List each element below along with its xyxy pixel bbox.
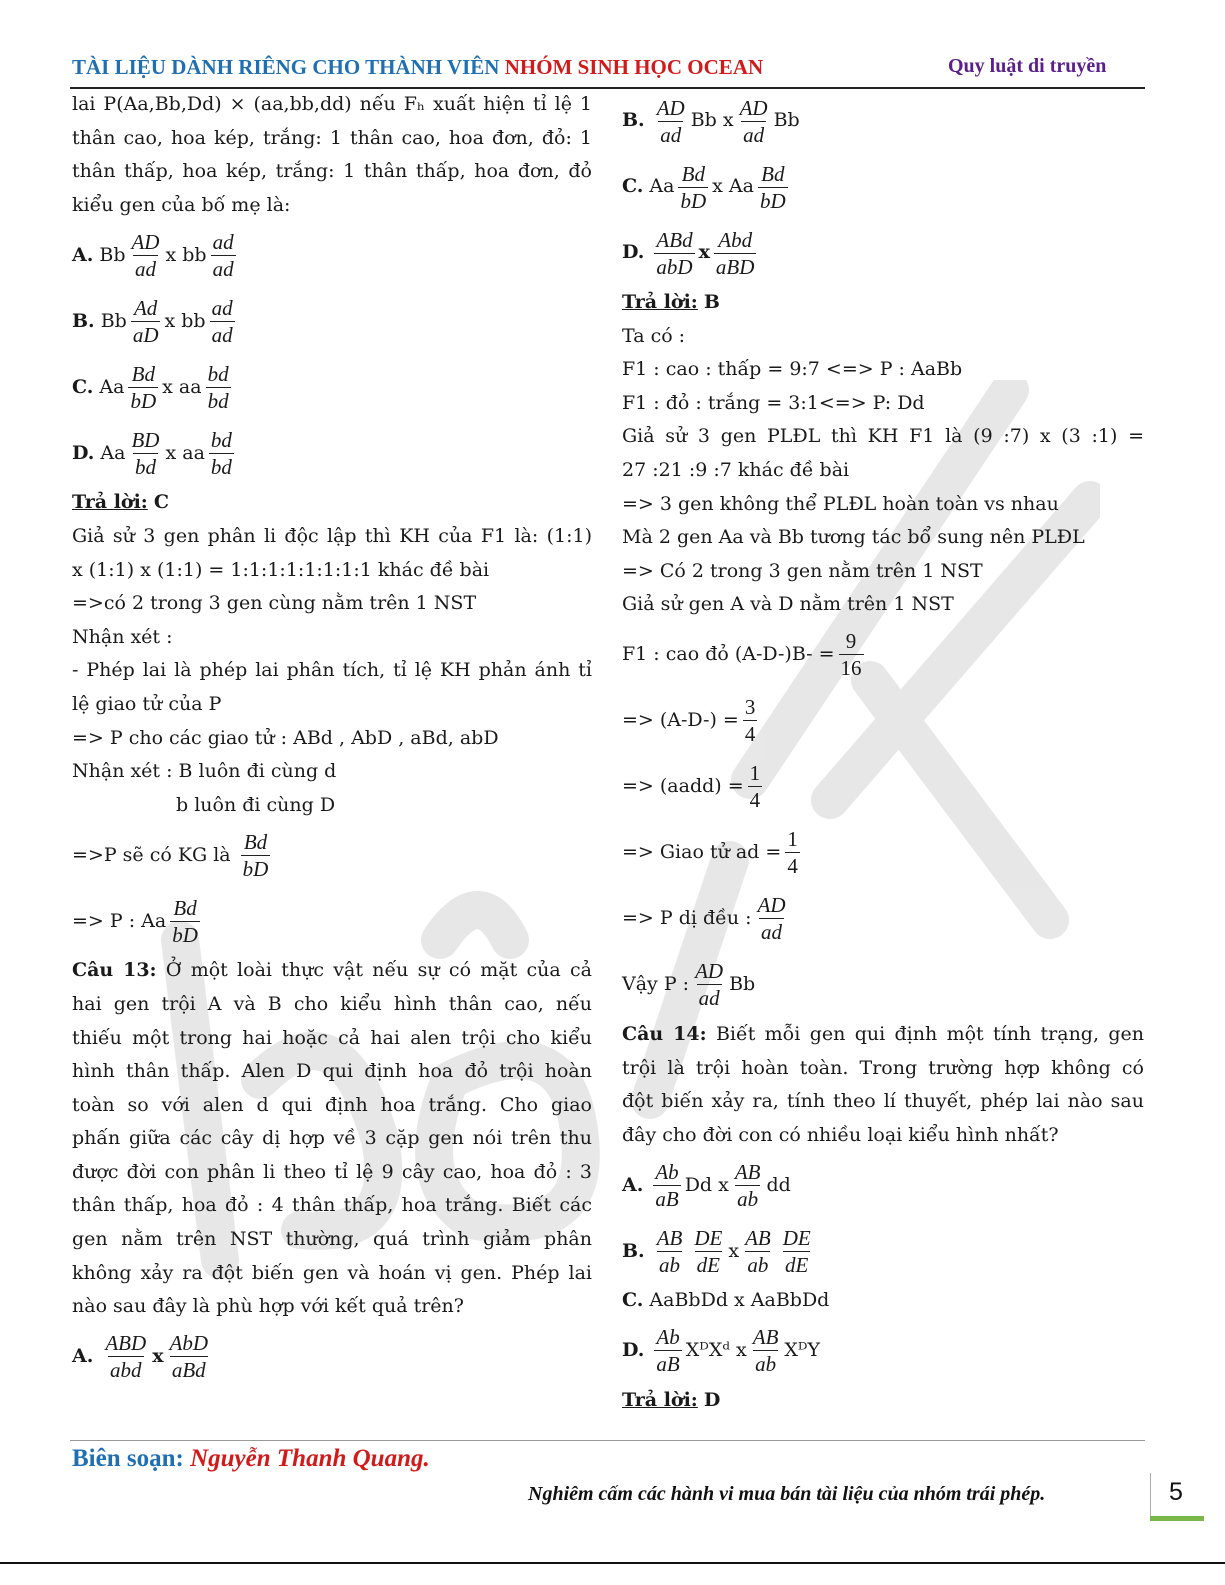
- genotype-fraction: $\frac{bd}{bd}$: [207, 361, 229, 413]
- text-line: đây cho đời con có nhiều loại kiểu hình nhất?: [622, 1123, 1059, 1146]
- question-text: Biết mỗi gen qui định một tính trạng, gen: [715, 1022, 1144, 1045]
- answer-line: [622, 286, 1144, 320]
- option-c: [72, 354, 592, 420]
- step-line: [622, 688, 1144, 754]
- q13-option-c: [622, 154, 1144, 220]
- genotype-fraction: $\frac{AB}{ab}$: [752, 1325, 779, 1377]
- header-blue-text: TÀI LIỆU DÀNH RIÊNG CHO THÀNH VIÊN: [72, 55, 500, 79]
- answer-line: [72, 486, 592, 520]
- page-number-bar: [1150, 1516, 1204, 1521]
- option-label: B.: [622, 109, 645, 132]
- genotype-fraction: $\frac{ad}{ad}$: [212, 229, 234, 281]
- text-line: b luôn đi cùng D: [176, 793, 336, 816]
- answer-value: D: [703, 1388, 721, 1411]
- text-line: => Có 2 trong 3 gen nằm trên 1 NST: [622, 559, 983, 582]
- option-text: x aa: [165, 441, 205, 464]
- option-text: Bb: [100, 309, 127, 332]
- genotype-fraction: $\frac{Ab}{aB}$: [656, 1325, 680, 1377]
- q14-option-a: [622, 1152, 1144, 1218]
- option-b: [72, 288, 592, 354]
- text-line: Giả sử 3 gen PLĐL thì KH F1 là (9 :7) x (3 :1) =: [622, 425, 1144, 448]
- text-line: F1 : đỏ : trắng = 3:1<=> P: Dd: [622, 391, 925, 414]
- kg-line: [72, 822, 592, 888]
- option-label: D.: [622, 1339, 645, 1362]
- text-line: thân cao, hoa kép, trắng: 1 thân cao, hoa đơn, đỏ: 1: [72, 126, 592, 149]
- genotype-fraction: $\frac{AD}{ad}$: [739, 95, 768, 147]
- option-text: Aa: [649, 175, 675, 198]
- answer-value: C: [153, 491, 169, 514]
- text-line: Giả sử gen A và D nằm trên 1 NST: [622, 593, 954, 616]
- option-d: [72, 420, 592, 486]
- text-line: => P dị đều :: [622, 907, 752, 930]
- text-line: F1 : cao : thấp = 9:7 <=> P : AaBb: [622, 358, 963, 381]
- ratio-fraction: $\frac{1}{4}$: [787, 827, 798, 879]
- text-line: - Phép lai là phép lai phân tích, tỉ lệ KH phản ánh tỉ: [72, 659, 592, 682]
- genotype-fraction: $\frac{DE}{dE}$: [782, 1225, 811, 1277]
- text-line: Bb: [729, 973, 756, 996]
- text-line: hai gen trội A và B cho kiểu hình thân cao, nếu: [72, 992, 592, 1015]
- q14-option-d: [622, 1318, 1144, 1384]
- text-line: kiểu gen của bố mẹ là:: [72, 193, 291, 216]
- step-line: [622, 622, 1144, 688]
- text-line: => 3 gen không thể PLĐL hoàn toàn vs nhau: [622, 492, 1059, 515]
- genotype-fraction: $\frac{AD}{ad}$: [131, 229, 160, 281]
- genotype-fraction: $\frac{AB}{ab}$: [745, 1225, 771, 1277]
- genotype-fraction: $\frac{\text{Abd}}{\text{aBD}}$: [715, 227, 755, 279]
- text-line: lệ giao tử của P: [72, 692, 222, 715]
- option-text: x bb: [164, 309, 206, 332]
- text-line: thân thấp, hoa kép, trắng: 1 thân thấp, hoa đơn, đỏ: [72, 160, 592, 183]
- option-label: A.: [72, 243, 94, 266]
- option-text: Dd x: [684, 1173, 729, 1196]
- author-name: Nguyễn Thanh Quang.: [190, 1445, 430, 1472]
- option-text: x Aa: [712, 175, 754, 198]
- genotype-fraction: $\frac{AD}{ad}$: [695, 959, 724, 1011]
- question-label: Câu 14:: [622, 1022, 707, 1045]
- text-line: Nhận xét :: [72, 625, 173, 648]
- text-line: gen nằm trên NST thường, quá trình giảm phân: [72, 1228, 592, 1251]
- option-label: D.: [72, 441, 95, 464]
- q14-option-c: [622, 1284, 1144, 1318]
- option-text: Bb: [773, 109, 800, 132]
- genotype-fraction: $\frac{Bd}{bD}$: [680, 161, 707, 213]
- text-line: => (A-D-) =: [622, 709, 739, 732]
- question-14-line: [622, 1018, 1144, 1052]
- genotype-fraction: $\frac{AD}{ad}$: [656, 95, 685, 147]
- text-line: =>có 2 trong 3 gen cùng nằm trên 1 NST: [72, 592, 477, 615]
- p-line: [72, 888, 592, 954]
- option-text: dd: [766, 1173, 791, 1196]
- option-text: Bb x: [690, 109, 734, 132]
- answer-label: Trả lời:: [72, 491, 148, 514]
- genotype-fraction: $\frac{ad}{ad}$: [211, 295, 233, 347]
- question-text: Ở một loài thực vật nếu sự có mặt của cả: [165, 959, 592, 982]
- ratio-fraction: $\frac{1}{4}$: [749, 761, 761, 813]
- genotype-fraction: $\frac{BD}{bd}$: [131, 427, 160, 479]
- step-line: [622, 886, 1144, 952]
- right-column: [622, 88, 1144, 1418]
- q13-option-d: [622, 220, 1144, 286]
- footer-divider: [70, 1440, 1145, 1441]
- author-label: Biên soạn:: [72, 1445, 184, 1472]
- question-label: Câu 13:: [72, 959, 157, 982]
- q13-option-b: [622, 88, 1144, 154]
- option-text: x bb: [165, 243, 207, 266]
- text-line: thiếu một trong hai hoặc cả hai alen trội cho kiểu: [72, 1026, 592, 1049]
- text-line: hình thân thấp. Alen D qui định hoa đỏ trội hoàn: [72, 1060, 592, 1083]
- genotype-fraction: $\frac{Bd}{bD}$: [242, 829, 269, 881]
- genotype-fraction: $\frac{AB}{ab}$: [734, 1159, 761, 1211]
- text-line: => P cho các giao tử : ABd , AbD , aBd, abD: [72, 726, 499, 749]
- option-label: C.: [622, 1289, 644, 1312]
- option-text: x: [728, 1239, 740, 1262]
- text-line: Mà 2 gen Aa và Bb tương tác bổ sung nên PLĐL: [622, 526, 1085, 549]
- step-line: [622, 952, 1144, 1018]
- genotype-fraction: $\frac{bd}{bd}$: [210, 427, 232, 479]
- genotype-fraction: $\frac{DE}{dE}$: [694, 1225, 723, 1277]
- option-label: C.: [622, 175, 644, 198]
- page-number: 5: [1169, 1478, 1183, 1506]
- text-line: => P : Aa: [72, 909, 167, 932]
- text-line: trội là trội hoàn toàn. Trong trường hợp không có: [622, 1056, 1144, 1079]
- option-label: B.: [622, 1239, 645, 1262]
- option-label: A.: [72, 1345, 94, 1368]
- genotype-fraction: $\frac{Ad}{aD}$: [132, 295, 159, 347]
- option-text: AaBbDd x AaBbDd: [649, 1289, 830, 1312]
- genotype-fraction: $\frac{AB}{ab}$: [656, 1225, 683, 1277]
- text-line: => (aadd) =: [622, 775, 744, 798]
- question-13-line: [72, 954, 592, 988]
- text-line: được đời con phân li theo tỉ lệ 9 cây cao, hoa đỏ : 3: [72, 1160, 592, 1183]
- ratio-fraction: $\frac{9}{16}$: [840, 629, 862, 681]
- step-line: [622, 754, 1144, 820]
- text-line: đột biến xảy ra, tính theo lí thuyết, phép lai nào sau: [622, 1090, 1144, 1113]
- genotype-fraction: $\frac{Bd}{bD}$: [172, 895, 198, 947]
- option-text: Bb: [99, 243, 126, 266]
- text-line: lai P(Aa,Bb,Dd) × (aa,bb,dd) nếu Fₕ xuất hiện tỉ lệ 1: [72, 93, 592, 115]
- option-text: x aa: [162, 375, 202, 398]
- text-line: phấn giữa các cây dị hợp về 3 cặp gen nói trên thu: [72, 1127, 592, 1150]
- header-red-text: NHÓM SINH HỌC OCEAN: [504, 55, 764, 79]
- text-line: F1 : cao đỏ (A-D-)B- =: [622, 643, 835, 666]
- genotype-fraction: $\frac{\text{ABD}}{\text{abd}}$: [105, 1331, 147, 1383]
- option-a: [72, 222, 592, 288]
- option-label: C.: [72, 375, 94, 398]
- text-line: toàn so với alen d qui định hoa trắng. Cho giao: [72, 1093, 592, 1116]
- page-bottom-line: [0, 1562, 1225, 1564]
- ratio-fraction: $\frac{3}{4}$: [744, 695, 756, 747]
- answer-value: B: [703, 291, 720, 313]
- text-line: nào sau đây là phù hợp với kết quả trên?: [72, 1295, 464, 1318]
- text-line: Nhận xét : B luôn đi cùng d: [72, 760, 337, 783]
- left-column: [72, 88, 592, 1390]
- step-line: [622, 820, 1144, 886]
- genotype-fraction: $\frac{Ab}{aB}$: [655, 1159, 679, 1211]
- q14-option-b: [622, 1218, 1144, 1284]
- option-label: A.: [622, 1173, 644, 1196]
- text-line: Giả sử 3 gen phân li độc lập thì KH của F1 là: (1:1): [72, 524, 592, 547]
- text-line: 27 :21 :9 :7 khác đề bài: [622, 458, 850, 481]
- answer-line: [622, 1384, 1144, 1418]
- answer-label: Trả lời:: [622, 291, 698, 313]
- footer-notice: Nghiêm cấm các hành vi mua bán tài liệu của nhóm trái phép.: [528, 1483, 1046, 1505]
- genotype-fraction: $\frac{AD}{ad}$: [757, 893, 786, 945]
- text-line: Ta có :: [622, 324, 686, 347]
- answer-label: Trả lời:: [622, 1388, 698, 1411]
- text-line: Vậy P :: [622, 973, 690, 996]
- text-line: thân thấp, hoa đỏ : 4 thân thấp, hoa trắng. Biết các: [72, 1194, 592, 1217]
- genotype-fraction: $\frac{Bd}{bD}$: [759, 161, 786, 213]
- text-line: => Giao tử ad =: [622, 841, 782, 864]
- option-text: XᴰY: [784, 1339, 821, 1362]
- genotype-fraction: $\frac{\text{AbD}}{\text{aBd}}$: [169, 1331, 209, 1383]
- option-text: x: [698, 241, 710, 264]
- text-line: không xảy ra đột biến gen và hoán vị gen. Phép lai: [72, 1261, 592, 1284]
- header-topic: Quy luật di truyền: [948, 55, 1107, 77]
- genotype-fraction: $\frac{\text{ABd}}{\text{abD}}$: [656, 227, 693, 279]
- option-label: D.: [622, 241, 645, 264]
- header-title: [72, 55, 763, 80]
- option-text: x: [152, 1345, 164, 1368]
- q13-option-a: [72, 1324, 592, 1390]
- option-text: XᴰXᵈ x: [685, 1339, 747, 1362]
- text-line: x (1:1) x (1:1) = 1:1:1:1:1:1:1:1 khác đề bài: [72, 558, 490, 581]
- footer-author: [72, 1445, 430, 1473]
- option-label: B.: [72, 309, 95, 332]
- option-text: Aa: [100, 441, 126, 464]
- text-line: =>P sẽ có KG là: [72, 843, 231, 866]
- genotype-fraction: $\frac{Bd}{bD}$: [130, 361, 157, 413]
- option-text: Aa: [99, 375, 125, 398]
